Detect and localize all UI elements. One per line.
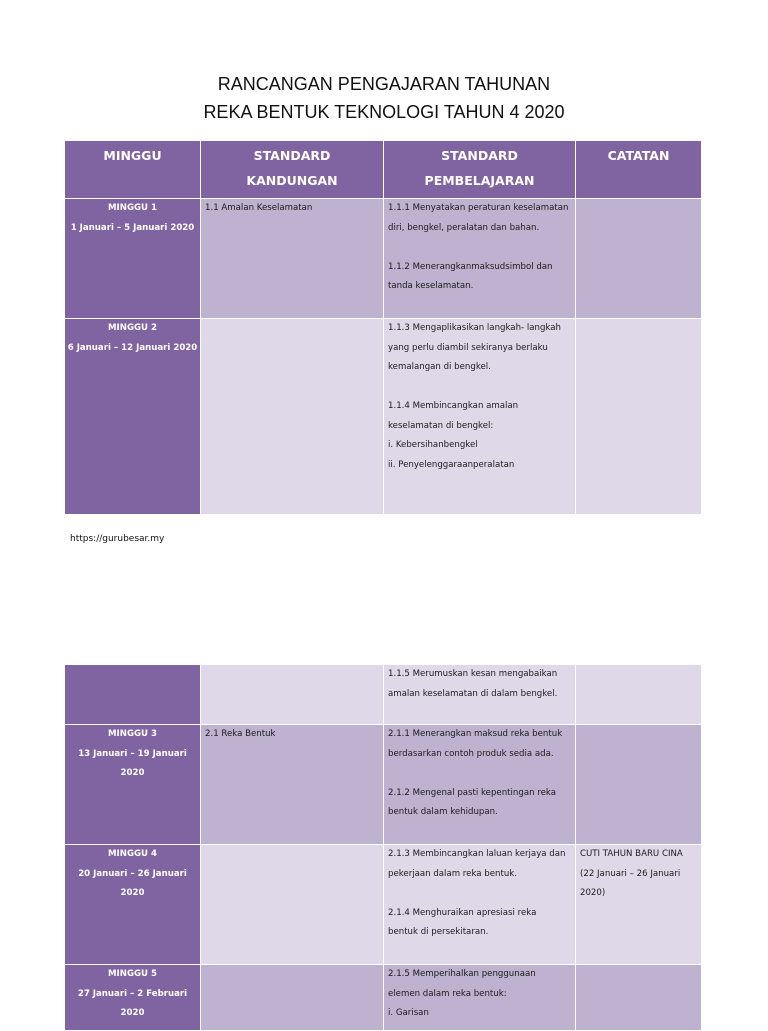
catatan-cell <box>576 725 702 845</box>
header-catatan: CATATAN <box>576 141 702 199</box>
week-label: MINGGU 5 <box>108 969 157 979</box>
week-label: MINGGU 4 <box>108 849 157 859</box>
week-label: MINGGU 1 <box>108 203 157 213</box>
catatan-cell <box>576 845 702 965</box>
header-minggu: MINGGU <box>65 141 201 199</box>
standard-kandungan-text: 2.1 Reka Bentuk <box>205 729 276 739</box>
table-row <box>65 319 702 515</box>
learning-standard-text: 2.1.1 Menerangkan maksud reka bentuk berdasarkan contoh produk sedia ada. <box>388 729 563 759</box>
header-standard-pembelajaran: STANDARD PEMBELAJARAN <box>384 141 576 199</box>
standard-pembelajaran-cell <box>384 665 576 725</box>
standard-pembelajaran-cell <box>384 199 576 319</box>
standard-kandungan-cell <box>201 319 384 515</box>
standard-kandungan-cell <box>201 665 384 725</box>
learning-standard-text: 2.1.5 Memperihalkan penggunaan elemen dalam reka bentuk: i. Garisan <box>388 969 536 1018</box>
standard-pembelajaran-cell <box>384 319 576 515</box>
header-standard-kandungan: STANDARD KANDUNGAN <box>201 141 384 199</box>
catatan-cell <box>576 199 702 319</box>
week-cell <box>65 725 201 845</box>
footer-url: https://gurubesar.my <box>70 534 165 544</box>
week-label: MINGGU 3 <box>108 729 157 739</box>
catatan-cell <box>576 965 702 1031</box>
learning-standard-text: 1.1.1 Menyatakan peraturan keselamatan diri, bengkel, peralatan dan bahan. <box>388 203 569 233</box>
table-row <box>65 199 702 319</box>
learning-standard-text: 1.1.5 Merumuskan kesan mengabaikan amalan keselamatan di dalam bengkel. <box>388 669 558 699</box>
week-dates: 6 Januari – 12 Januari 2020 <box>67 342 198 353</box>
week-dates: 1 Januari – 5 Januari 2020 <box>70 222 195 233</box>
learning-standard-text: 2.1.4 Menghuraikan apresiasi reka bentuk di persekitaran. <box>388 907 537 937</box>
week-cell <box>65 845 201 965</box>
week-dates: 20 Januari – 26 Januari 2020 <box>78 868 187 898</box>
table-row <box>65 725 702 845</box>
week-label: MINGGU 2 <box>108 323 157 333</box>
table-row <box>65 965 702 1031</box>
catatan-cell <box>576 665 702 725</box>
learning-standard-text: 1.1.4 Membincangkan amalan keselamatan di bengkel: i. Kebersihanbengkel ii. Penyelenggaraanperalatan <box>388 401 519 470</box>
rpt-table-page-2 <box>64 664 702 1031</box>
standard-kandungan-cell <box>201 845 384 965</box>
rpt-table-page-1 <box>64 140 702 515</box>
learning-standard-text: 2.1.3 Membincangkan laluan kerjaya dan pekerjaan dalam reka bentuk. <box>388 849 566 879</box>
catatan-cell <box>576 319 702 515</box>
learning-standard-text: 1.1.3 Mengaplikasikan langkah- langkah yang perlu diambil sekiranya berlaku kemalangan di bengkel. <box>388 323 561 372</box>
week-dates: 27 Januari – 2 Februari 2020 <box>77 988 188 1018</box>
standard-kandungan-text: 1.1 Amalan Keselamatan <box>205 203 313 213</box>
week-dates: 13 Januari – 19 Januari 2020 <box>78 748 187 778</box>
document-subtitle: REKA BENTUK TEKNOLOGI TAHUN 4 2020 <box>203 102 565 122</box>
table-row <box>65 845 702 965</box>
document-title: RANCANGAN PENGAJARAN TAHUNAN <box>217 74 551 94</box>
standard-pembelajaran-cell <box>384 845 576 965</box>
table-header-row <box>65 141 702 199</box>
learning-standard-text: 2.1.2 Mengenal pasti kepentingan reka bentuk dalam kehidupan. <box>388 787 556 817</box>
standard-kandungan-cell <box>201 965 384 1031</box>
table-row <box>65 665 702 725</box>
standard-kandungan-cell <box>201 725 384 845</box>
standard-kandungan-cell <box>201 199 384 319</box>
week-cell <box>65 199 201 319</box>
learning-standard-text: 1.1.2 Menerangkanmaksudsimbol dan tanda keselamatan. <box>388 261 553 291</box>
catatan-text: CUTI TAHUN BARU CINA (22 Januari – 26 Januari 2020) <box>580 849 683 898</box>
standard-pembelajaran-cell <box>384 725 576 845</box>
standard-pembelajaran-cell <box>384 965 576 1031</box>
week-cell <box>65 319 201 515</box>
week-cell <box>65 965 201 1031</box>
week-cell <box>65 665 201 725</box>
